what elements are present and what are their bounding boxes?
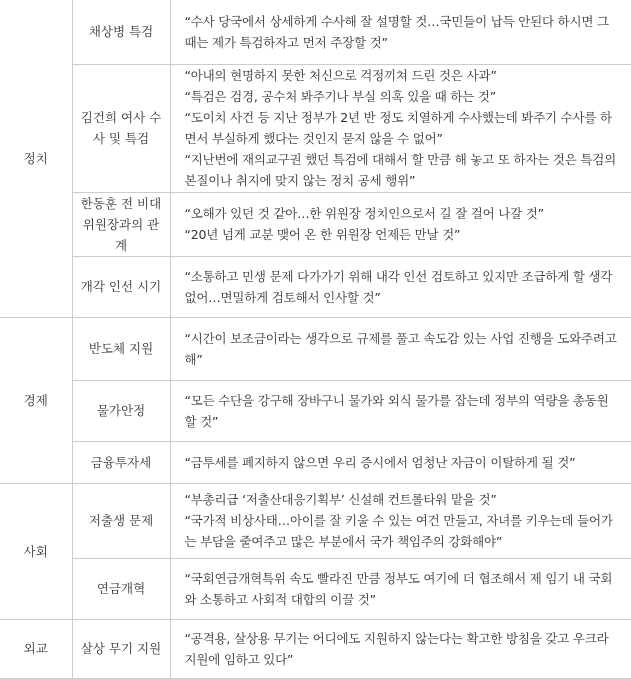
quote-cell	[170, 441, 631, 483]
category-cell: 외교	[0, 619, 72, 678]
quote-cell	[170, 619, 631, 678]
quote-cell	[170, 0, 631, 64]
quote-text: “아내의 현명하지 못한 처신으로 걱정끼쳐 드린 것은 사과”	[184, 68, 497, 83]
quote-cell	[170, 380, 631, 441]
topic-cell: 저출생 문제	[72, 483, 170, 558]
quote-cell	[170, 317, 631, 380]
quote-text: “소통하고 민생 문제 다가가기 위해 내각 인선 검토하고 있지만 조급하게 할 생각 없어…면밀하게 검토해서 인사할 것”	[184, 268, 613, 305]
topic-cell: 연금개혁	[72, 558, 170, 619]
topic-cell: 김건희 여사 수사 및 특검	[72, 64, 170, 192]
quote-text: “도이치 사건 등 지난 정부가 2년 반 정도 치열하게 수사했는데 봐주기 수사를 하면서 부실하게 했다는 것인지 묻지 않을 수 없어”	[184, 110, 612, 146]
quote-text: “수사 당국에서 상세하게 수사해 잘 설명할 것…국민들이 납득 안된다 하시면 그때는 제가 특검하자고 먼저 주장할 것”	[184, 13, 609, 50]
category-cell: 사회	[0, 483, 72, 619]
quote-cell	[170, 64, 631, 192]
quote-text: “금투세를 폐지하지 않으면 우리 증시에서 엄청난 자금이 이탈하게 될 것”	[184, 454, 576, 470]
table-row	[0, 256, 631, 317]
quote-text: “특검은 검경, 공수처 봐주기나 부실 의혹 있을 때 하는 것”	[184, 89, 497, 104]
quote-text: “20년 넘게 교분 맺어 온 한 위원장 언제든 만날 것”	[184, 227, 461, 242]
table-row	[0, 380, 631, 441]
topic-cell: 채상병 특검	[72, 0, 170, 64]
category-cell: 정치	[0, 0, 72, 317]
quote-cell	[170, 483, 631, 558]
quote-cell	[170, 256, 631, 317]
table-row	[0, 317, 631, 380]
quote-text: “국회연금개혁특위 속도 빨라진 만큼 정부도 여기에 더 협조해서 제 임기 내 국회와 소통하고 사회적 대합의 이끌 것”	[184, 570, 613, 607]
topic-cell: 반도체 지원	[72, 317, 170, 380]
table-row	[0, 441, 631, 483]
table-row	[0, 0, 631, 64]
category-cell: 경제	[0, 317, 72, 483]
table-row	[0, 483, 631, 558]
quote-text: “모든 수단을 강구해 장바구니 물가와 외식 물가를 잡는데 정부의 역량을 총동원할 것”	[184, 392, 609, 429]
table-row	[0, 192, 631, 256]
quote-text: “시간이 보조금이라는 생각으로 규제를 풀고 속도감 있는 사업 진행을 도와주려고 해”	[184, 330, 617, 367]
quote-text: “공격용, 살상용 무기는 어디에도 지원하지 않는다는 확고한 방침을 갖고 우크라 지원에 임하고 있다”	[184, 630, 609, 667]
topic-cell: 금융투자세	[72, 441, 170, 483]
topic-cell: 물가안정	[72, 380, 170, 441]
quote-text: “지난번에 재의교구권 했던 특검에 대해서 할 만큼 해 놓고 또 하자는 것은 특검의 본질이나 취지에 맞지 않는 정치 공세 행위”	[184, 152, 617, 188]
table-row	[0, 64, 631, 192]
quote-cell	[170, 192, 631, 256]
topic-cell: 개각 인선 시기	[72, 256, 170, 317]
quote-cell	[170, 558, 631, 619]
quote-text: “국가적 비상사태…아이를 잘 키울 수 있는 여건 만들고, 자녀를 키우는데 들어가는 부담을 줄여주고 많은 부분에서 국가 책임주의 강화해야”	[184, 513, 613, 549]
table-row	[0, 558, 631, 619]
quote-text: “부총리급 ‘저출산대응기획부’ 신설해 컨트롤타워 맡을 것”	[184, 492, 497, 507]
topic-cell: 한동훈 전 비대위원장과의 관계	[72, 192, 170, 256]
topic-cell: 살상 무기 지원	[72, 619, 170, 678]
quote-text: “오해가 있던 것 같아…한 위원장 정치인으로서 길 잘 걸어 나갈 것”	[184, 206, 544, 221]
table-row	[0, 619, 631, 678]
